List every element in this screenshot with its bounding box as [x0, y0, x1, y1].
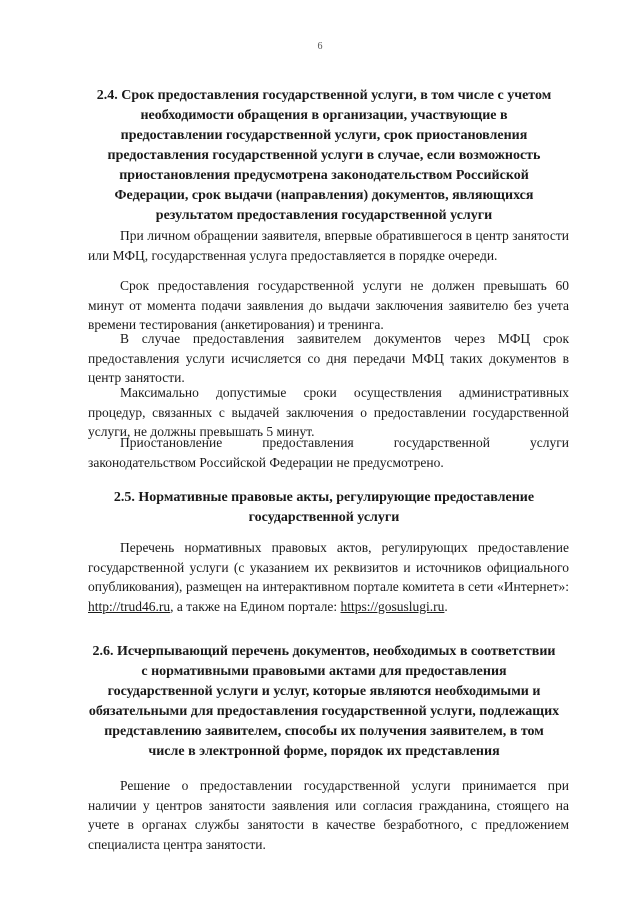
paragraph: При личном обращении заявителя, впервые обратившегося в центр занятости или МФЦ, государственная услуга предоставляется в порядке очереди.	[88, 228, 569, 263]
paragraph: Решение о предоставлении государственной услуги принимается при наличии у центров занятости заявления или согласия гражданина, стоящего на учете в органах службы занятости в качестве безработного, с предложением специалиста центра занятости.	[88, 778, 569, 852]
paragraph: Максимально допустимые сроки осуществления административных процедур, связанных с выдачей заключения о предоставлении государственной услуги, не должны превышать 5 минут.	[88, 385, 569, 440]
paragraph-text: .	[444, 598, 448, 614]
paragraph: В случае предоставления заявителем документов через МФЦ срок предоставления услуги исчисляется со дня передачи МФЦ таких документов в центр занятости.	[88, 331, 569, 386]
trud46-link[interactable]: http://trud46.ru	[88, 598, 171, 614]
paragraph-text: Перечень нормативных правовых актов, регулирующих предоставление государственной услуги (с указанием их реквизитов и источников официального опубликования), размещен на интерактивном портале комитета в сети «Интернет»:	[88, 540, 569, 595]
gosuslugi-link[interactable]: https://gosuslugi.ru	[340, 598, 445, 614]
page-number: 6	[317, 41, 323, 52]
paragraph: Приостановление предоставления государственной услуги законодательством Российской Федерации не предусмотрено.	[88, 435, 569, 470]
paragraph-text: , а также на Едином портале:	[170, 598, 341, 614]
section-2-5-heading: 2.5. Нормативные правовые акты, регулирующие предоставление государственной услуги	[113, 490, 535, 525]
section-2-6-heading: 2.6. Исчерпывающий перечень документов, необходимых в соответствии с нормативными правовыми актами для предоставления государственной услуги и услуг, которые являются необходимыми и обязательными для предоставления государственной услуги, подлежащих представлению заявителем, способы их получения заявителем, в том числе в электронной форме, порядок их представления	[88, 644, 560, 759]
paragraph: Срок предоставления государственной услуги не должен превышать 60 минут от момента подачи заявления до выдачи заключения заявителю без учета времени тестирования (анкетирования) и тренинга.	[88, 278, 569, 333]
section-2-4-heading: 2.4. Срок предоставления государственной услуги, в том числе с учетом необходимости обращения в организации, участвующие в предоставлении государственной услуги, срок приостановления предоставления государственной услуги в случае, если возможность приостановления предусмотрена законодательством Российской Федерации, срок выдачи (направления) документов, являющихся результатом предоставления государственной услуги	[96, 88, 552, 223]
regulatory-acts-paragraph	[88, 538, 569, 616]
